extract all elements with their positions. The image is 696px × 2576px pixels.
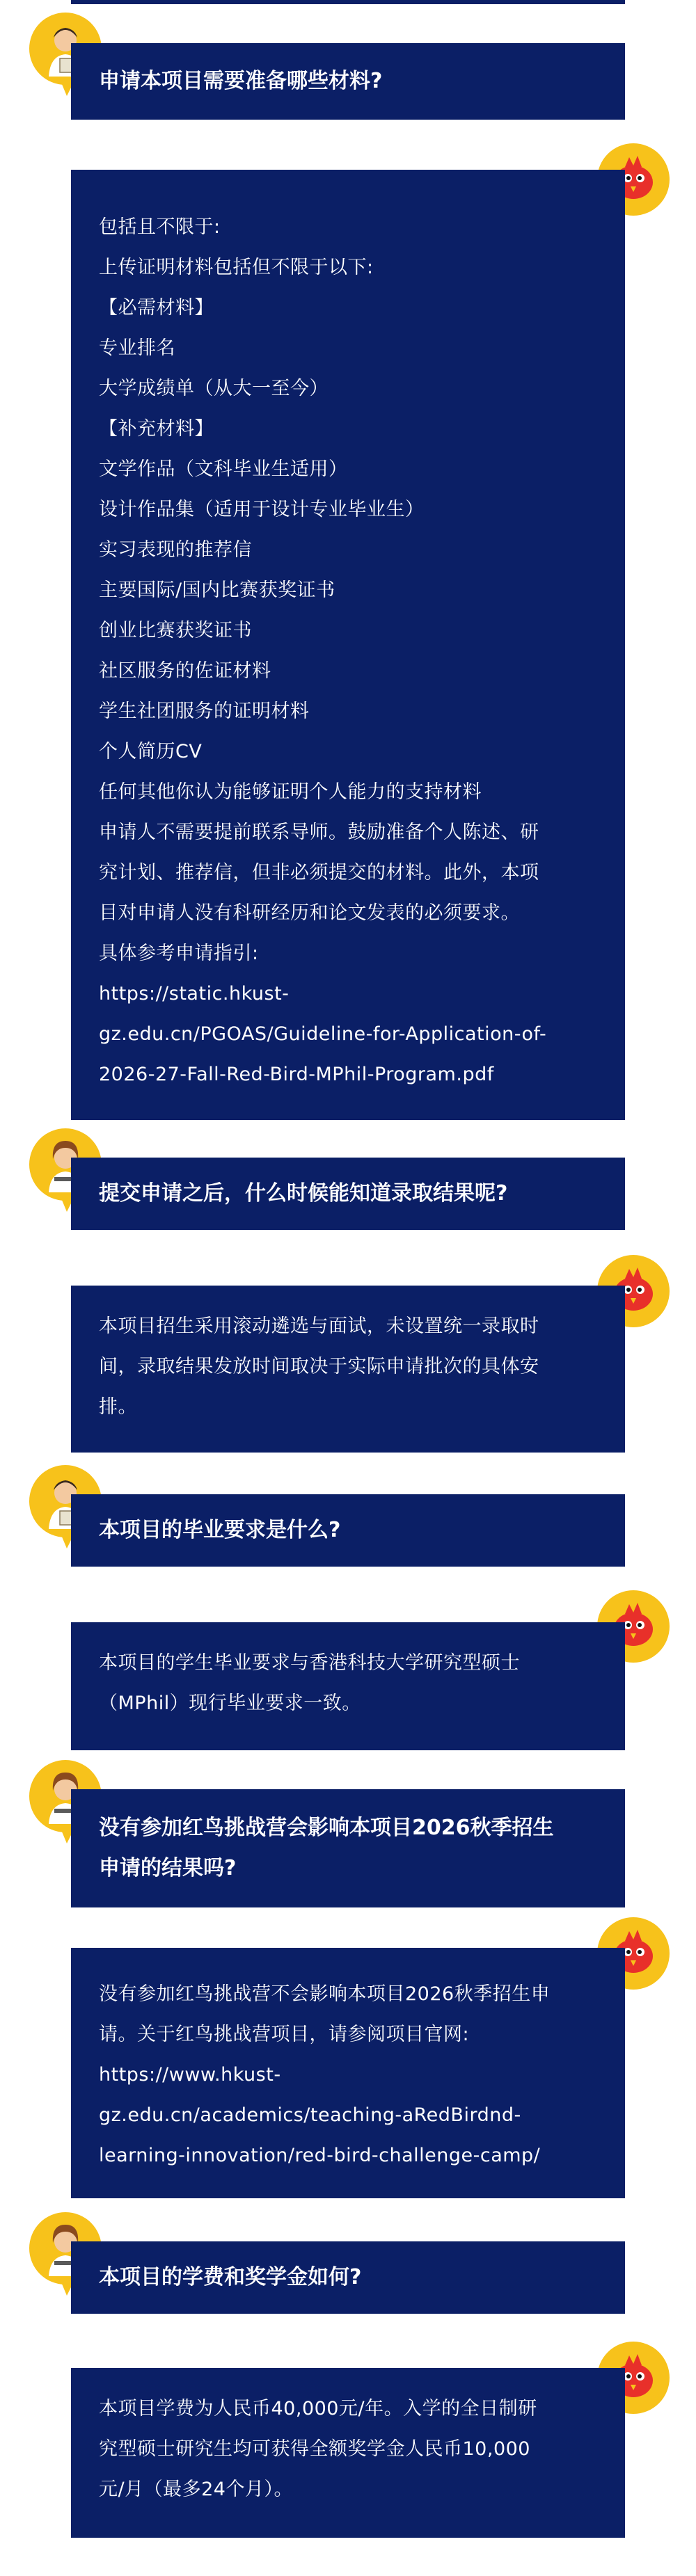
answer-line: 【补充材料】	[99, 418, 214, 440]
answer-line: 任何其他你认为能够证明个人能力的支持材料	[99, 781, 482, 803]
application-guideline-link[interactable]: https://static.hkust-	[99, 983, 290, 1005]
faq-answer-1	[71, 170, 625, 1120]
answer-line: 元/月（最多24个月）。	[99, 2479, 293, 2500]
question-text: 申请的结果吗?	[99, 1856, 237, 1880]
faq-answer-4	[71, 1948, 625, 2198]
answer-line: 排。	[99, 1396, 137, 1418]
application-guideline-link[interactable]: 2026-27-Fall-Red-Bird-MPhil-Program.pdf	[99, 1064, 494, 1085]
answer-line: 本项目的学生毕业要求与香港科技大学研究型硕士	[99, 1652, 520, 1674]
answer-line: 实习表现的推荐信	[99, 539, 252, 561]
question-text: 本项目的学费和奖学金如何?	[99, 2265, 362, 2289]
answer-line: 创业比赛获奖证书	[99, 620, 252, 641]
answer-line: 具体参考申请指引:	[99, 943, 259, 964]
faq-answer-3	[71, 1622, 625, 1750]
answer-line: 文学作品（文科毕业生适用）	[99, 458, 348, 480]
red-bird-camp-link[interactable]: gz.edu.cn/academics/teaching-aRedBirdnd-	[99, 2104, 521, 2126]
faq-question-3	[71, 1494, 625, 1567]
answer-line: 申请人不需要提前联系导师。鼓励准备个人陈述、研	[99, 822, 539, 843]
answer-line: 学生社团服务的证明材料	[99, 701, 310, 722]
answer-line: 目对申请人没有科研经历和论文发表的必须要求。	[99, 902, 520, 924]
faq-answer-5	[71, 2368, 625, 2538]
answer-line: 没有参加红鸟挑战营不会影响本项目2026秋季招生申	[99, 1983, 551, 2005]
answer-line: 本项目招生采用滚动遴选与面试，未设置统一录取时	[99, 1315, 539, 1337]
answer-line: 社区服务的佐证材料	[99, 660, 271, 682]
question-text: 没有参加红鸟挑战营会影响本项目2026秋季招生	[99, 1816, 554, 1840]
answer-line: 【必需材料】	[99, 297, 214, 319]
answer-line: 包括且不限于:	[99, 216, 221, 238]
answer-line: 究计划、推荐信，但非必须提交的材料。此外，本项	[99, 862, 539, 883]
answer-line: 专业排名	[99, 337, 175, 359]
red-bird-camp-link[interactable]: learning-innovation/red-bird-challenge-camp/	[99, 2145, 541, 2166]
answer-line: （MPhil）现行毕业要求一致。	[99, 1693, 361, 1714]
faq-question-2	[71, 1158, 625, 1230]
answer-line: 间，录取结果发放时间取决于实际申请批次的具体安	[99, 1356, 539, 1377]
application-guideline-link[interactable]: gz.edu.cn/PGOAS/Guideline-for-Application-of-	[99, 1023, 547, 1045]
faq-question-4	[71, 1789, 625, 1907]
answer-line: 主要国际/国内比赛获奖证书	[99, 579, 335, 601]
question-text: 申请本项目需要准备哪些材料?	[99, 69, 383, 93]
answer-line: 设计作品集（适用于设计专业毕业生）	[99, 499, 425, 520]
answer-line: 大学成绩单（从大一至今）	[99, 378, 329, 399]
answer-line: 个人简历CV	[99, 741, 203, 762]
question-text: 提交申请之后，什么时候能知道录取结果呢?	[99, 1181, 508, 1206]
faq-question-1	[71, 43, 625, 120]
answer-line: 究型硕士研究生均可获得全额奖学金人民币10,000	[99, 2438, 530, 2460]
answer-line: 上传证明材料包括但不限于以下:	[99, 257, 374, 278]
top-decorative-strip	[71, 0, 625, 4]
answer-line: 请。关于红鸟挑战营项目，请参阅项目官网:	[99, 2024, 470, 2045]
red-bird-camp-link[interactable]: https://www.hkust-	[99, 2064, 281, 2086]
answer-line: 本项目学费为人民币40,000元/年。入学的全日制研	[99, 2398, 537, 2419]
question-text: 本项目的毕业要求是什么?	[99, 1518, 341, 1542]
faq-question-5	[71, 2241, 625, 2314]
faq-answer-2	[71, 1286, 625, 1453]
